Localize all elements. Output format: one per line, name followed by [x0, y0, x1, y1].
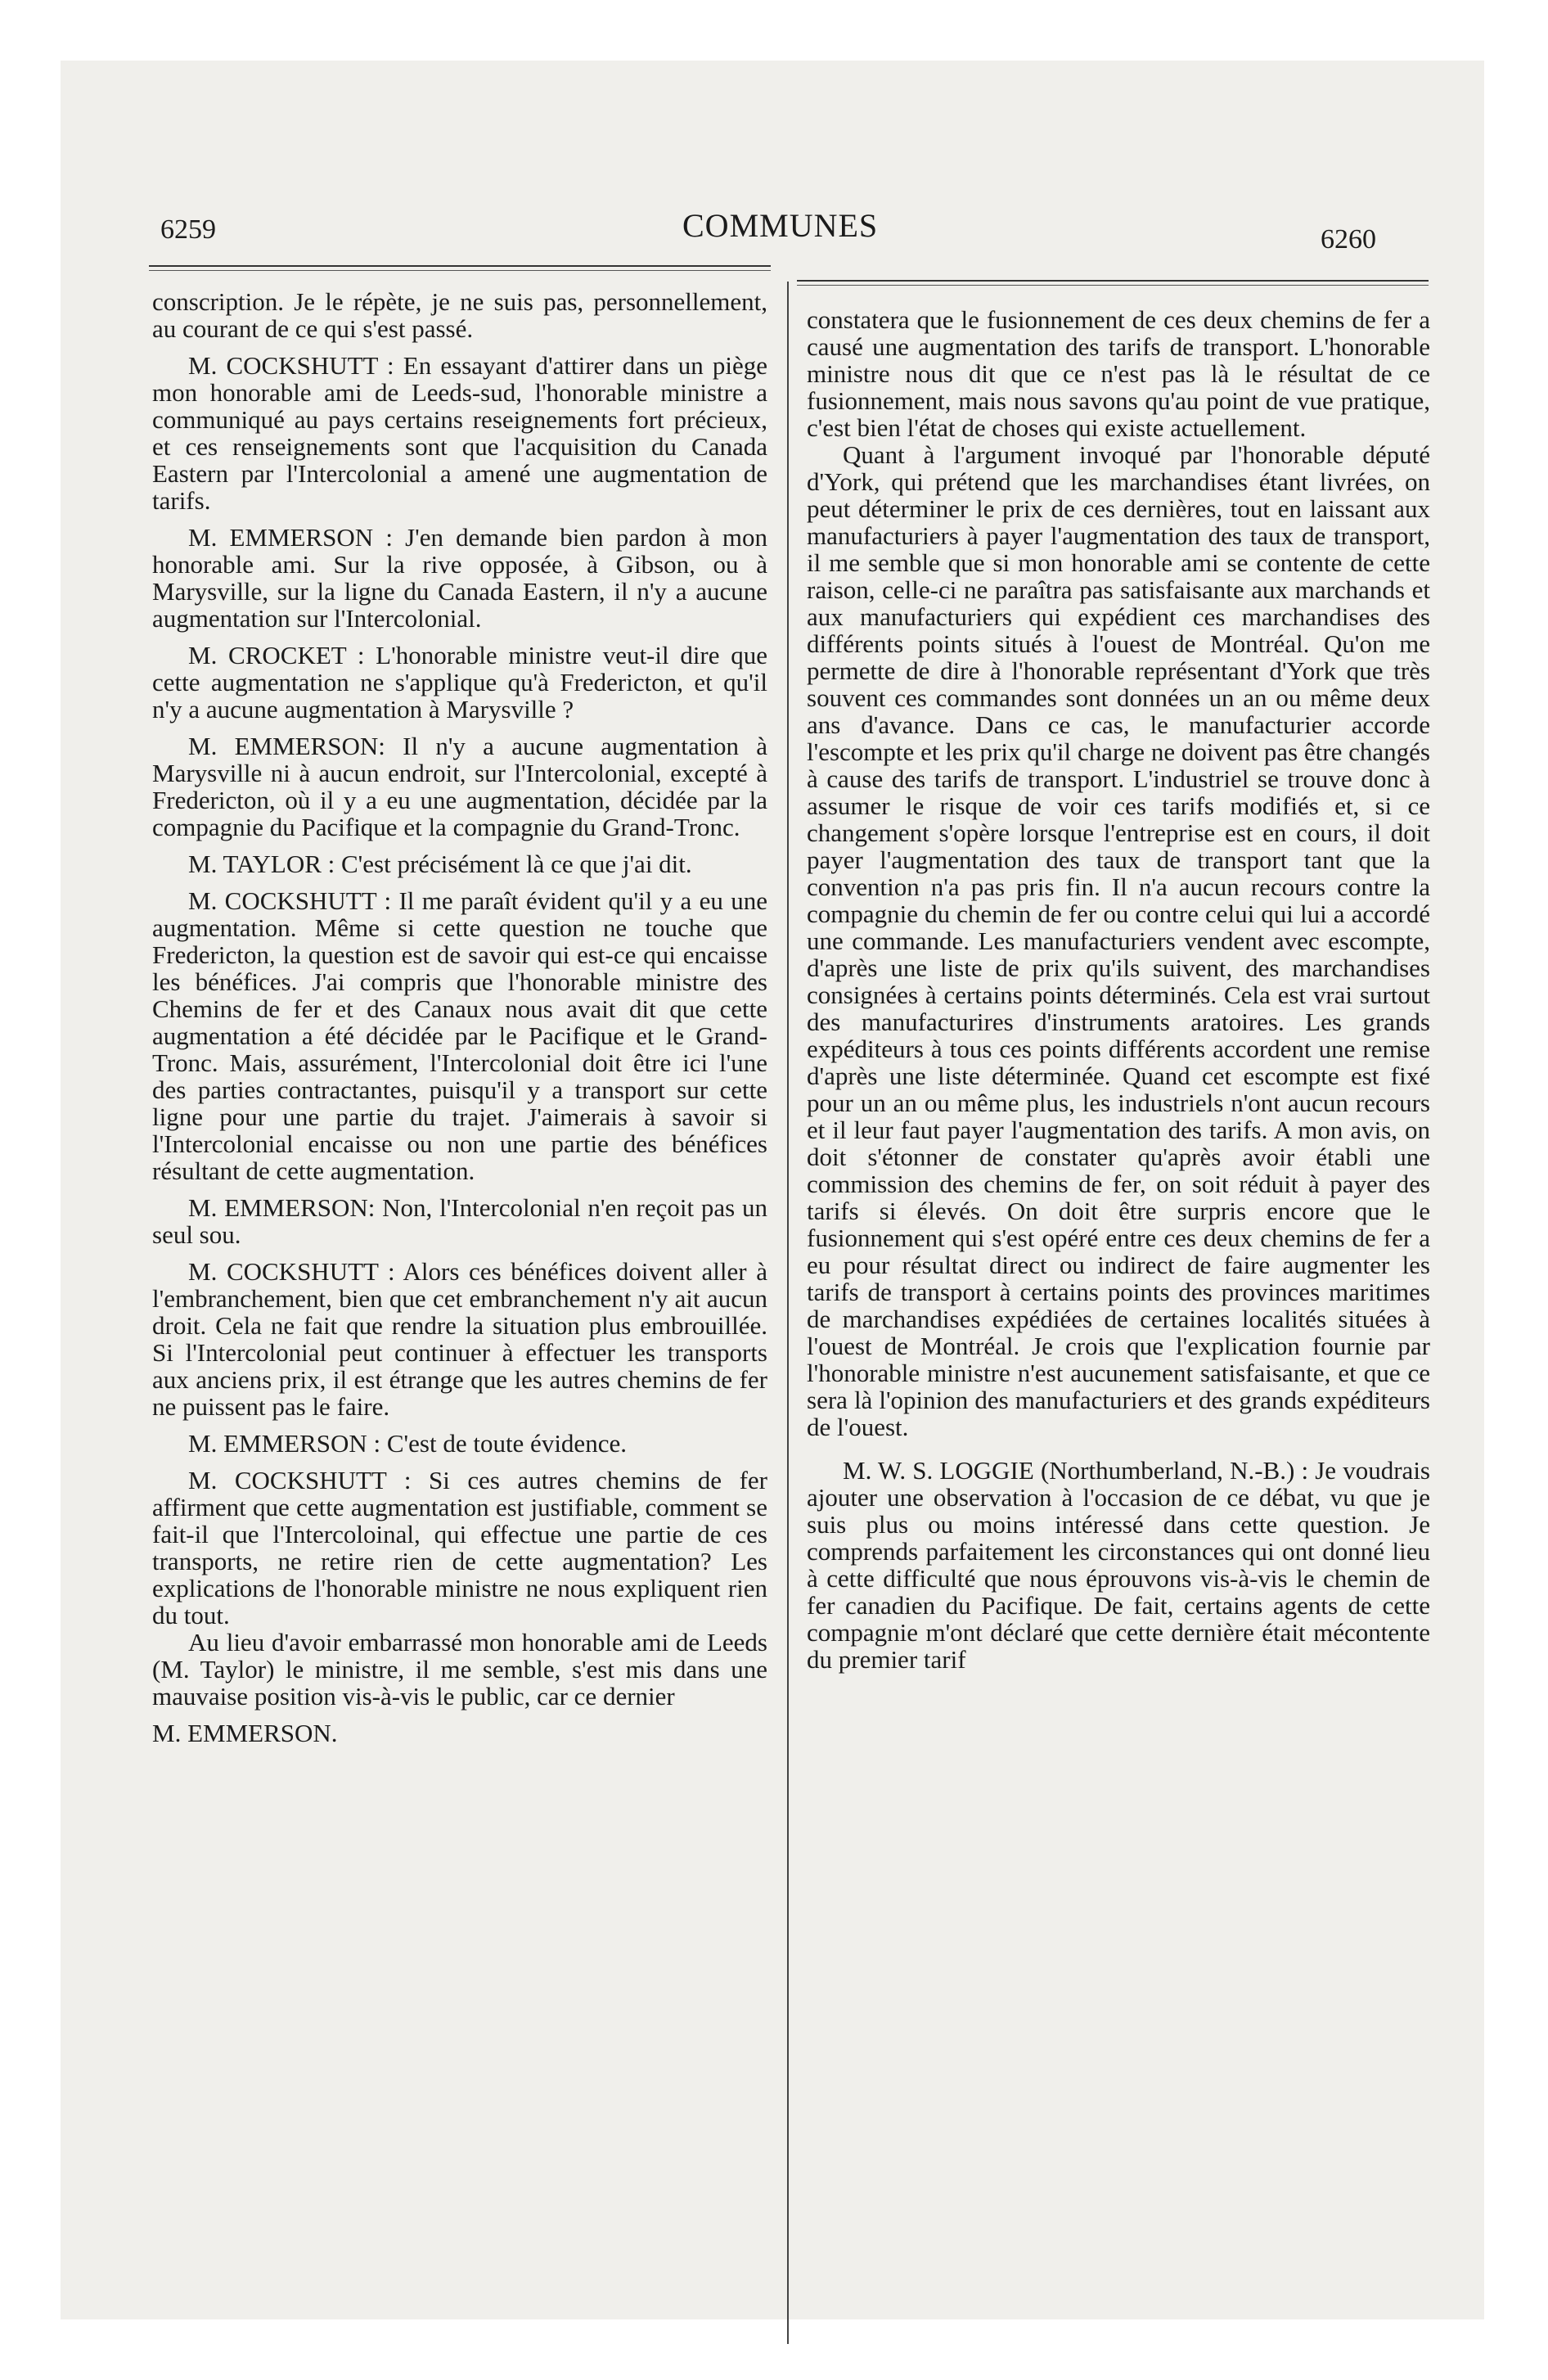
paragraph: M. EMMERSON: Non, l'Intercolonial n'en reçoit pas un seul sou. [152, 1193, 767, 1249]
header-rule-right [797, 280, 1429, 282]
paragraph: Au lieu d'avoir embarrassé mon honorable ami de Leeds (M. Taylor) le ministre, il me semble, s'est mis dans une mauvaise position vis-à-vis le public, car ce dernier [152, 1628, 767, 1711]
paragraph: M. EMMERSON: Il n'y a aucune augmentation à Marysville ni à aucun endroit, sur l'Intercolonial, excepté à Fredericton, où il y a eu une augmentation, décidée par la compagnie du Pacifique et la compagnie du Grand-Tronc. [152, 732, 767, 841]
paragraph: M. EMMERSON : C'est de toute évidence. [188, 1429, 627, 1458]
paragraph: conscription. Je le répète, je ne suis pas, personnellement, au courant de ce qui s'est passé. [152, 287, 767, 343]
paragraph: M. EMMERSON : J'en demande bien pardon à mon honorable ami. Sur la rive opposée, à Gibson, ou à Marysville, sur la ligne du Canada Eastern, il n'y a aucune augmentation sur l'Intercolonial. [152, 523, 767, 633]
paragraph: M. COCKSHUTT : En essayant d'attirer dans un piège mon honorable ami de Leeds-sud, l'honorable ministre a communiqué au pays certains reseignements fort précieux, et ces renseignements sont que l'acquisition du Canada Eastern par l'Intercolonial a amené une augmentation de tarifs. [152, 351, 767, 515]
right-column [807, 306, 1430, 1683]
header-rule-left [149, 265, 771, 267]
paragraph: M. COCKSHUTT : Alors ces bénéfices doivent aller à l'embranchement, bien que cet embranchement n'y ait aucun droit. Cela ne fait que rendre la situation plus embrouillée. Si l'Intercolonial peut continuer à effectuer les transports aux anciens prix, il est étrange que les autres chemins de fer ne puissent pas le faire. [152, 1257, 767, 1421]
paragraph: constatera que le fusionnement de ces deux chemins de fer a causé une augmentation des tarifs de transport. L'honorable ministre nous dit que ce n'est pas là le résultat de ce fusionnement, mais nous savons qu'au point de vue pratique, c'est bien l'état de choses qui existe actuellement. [807, 305, 1430, 442]
paragraph: M. COCKSHUTT : Si ces autres chemins de fer affirment que cette augmentation est justifiable, comment se fait-il que l'Intercoloinal, qui effectue une partie de ces transports, ne retire rien de cette augmentation? Les explications de l'honorable ministre ne nous expliquent rien du tout. [152, 1466, 767, 1629]
paragraph: M. W. S. LOGGIE (Northumberland, N.-B.) : Je voudrais ajouter une observation à l'occasion de ce débat, vu que je suis plus ou moins intéressé dans cette question. Je comprends parfaitement les circonstances qui ont donné lieu à cette difficulté que nous éprouvons vis-à-vis le chemin de fer canadien du Pacifique. De fait, certains agents de cette compagnie m'ont déclaré que cette dernière était mécontente du premier tarif [807, 1456, 1430, 1674]
footer-speaker: M. EMMERSON. [152, 1719, 338, 1747]
header-rule-right-thin [797, 285, 1429, 286]
paragraph: M. COCKSHUTT : Il me paraît évident qu'il y a eu une augmentation. Même si cette question ne touche que Fredericton, la question est de savoir qui est-ce qui encaisse les bénéfices. J'ai compris que l'honorable ministre des Chemins de fer et des Canaux nous avait dit que cette augmentation a été décidée par le Pacifique et le Grand-Tronc. Mais, assurément, l'Intercolonial doit être ici l'une des parties contractantes, puisqu'il y a transport sur cette ligne pour une partie du trajet. J'aimerais à savoir si l'Intercolonial encaisse ou non une partie des bénéfices résultant de cette augmentation. [152, 886, 767, 1185]
column-divider [787, 282, 789, 2344]
page-header [61, 165, 1484, 255]
left-column [152, 288, 767, 1756]
scanned-page [61, 61, 1484, 2319]
paragraph: M. TAYLOR : C'est précisément là ce que j'ai dit. [188, 850, 692, 878]
paragraph: M. CROCKET : L'honorable ministre veut-il dire que cette augmentation ne s'applique qu'à Fredericton, et qu'il n'y a aucune augmentation à Marysville ? [152, 641, 767, 723]
right-page-number: 6260 [1321, 224, 1376, 255]
running-title: COMMUNES [682, 207, 879, 244]
left-page-number: 6259 [160, 214, 216, 245]
paragraph: Quant à l'argument invoqué par l'honorable député d'York, qui prétend que les marchandises étant livrées, on peut déterminer le prix de ces dernières, tout en laissant aux manufacturiers à payer l'augmentation des taux de transport, il me semble que si mon honorable ami se contente de cette raison, celle-ci ne paraîtra pas satisfaisante aux marchands et aux manufacturiers qui expédient ces marchandises des différents points situés à l'ouest de Montréal. Qu'on me permette de dire à l'honorable représentant d'York que très souvent ces commandes sont données un an ou même deux ans d'avance. Dans ce cas, le manufacturier accorde l'escompte et les prix qu'il charge ne doivent pas être changés à cause des tarifs de transport. L'industriel se trouve donc à assumer le risque de voir ces tarifs modifiés et, si ce changement s'opère lorsque l'entreprise est en cours, il doit payer l'augmentation des taux de transport tant que la convention n'a pas pris fin. Il n'a aucun recours contre la compagnie du chemin de fer ou contre celui qui lui a accordé une commande. Les manufacturiers vendent avec escompte, d'après une liste de prix qu'ils suivent, des marchandises consignées à certains points déterminés. Cela est vrai surtout des manufacturires d'instruments aratoires. Les grands expéditeurs à tous ces points différents accordent une remise d'après une liste déterminée. Quand cet escompte est fixé pour un an ou même plus, les industriels n'ont aucun recours et il leur faut payer l'augmentation des tarifs. A mon avis, on doit s'étonner de constater qu'après avoir établi une commission des chemins de fer, on soit réduit à payer des tarifs si élevés. On doit être surpris encore que le fusionnement qui s'est opéré entre ces deux chemins de fer a eu pour résultat direct ou indirect de faire augmenter les tarifs de transport à certains points des provinces maritimes de marchandises expédiées de certaines localités situées à l'ouest de Montréal. Je crois que l'explication fournie par l'honorable ministre n'est aucunement satisfaisante, et que ce sera là l'opinion des manufacturiers et des grands expéditeurs de l'ouest. [807, 440, 1430, 1441]
header-rule-left-thin [149, 270, 771, 271]
